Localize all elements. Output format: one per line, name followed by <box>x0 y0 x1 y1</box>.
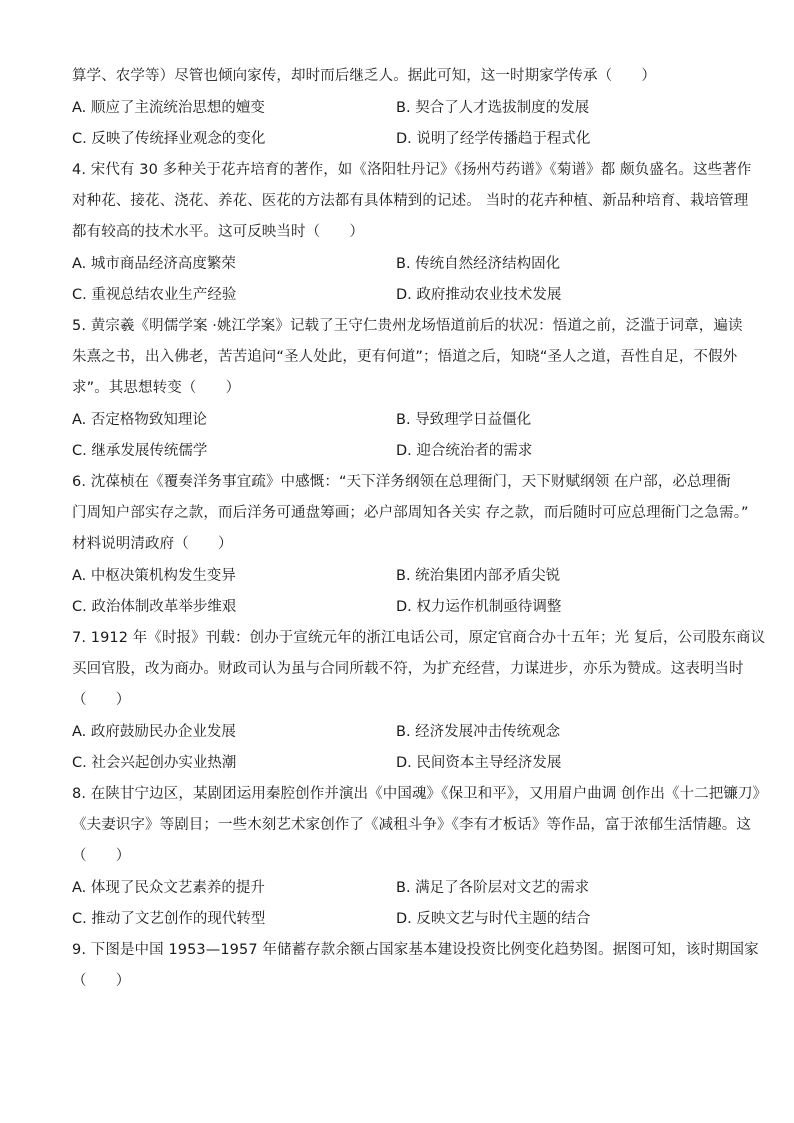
q3-option-c: C. 反映了传统择业观念的变化 <box>72 131 266 147</box>
q4-stem-line-3: 都有较高的技术水平。这可反映当时（ ） <box>72 224 364 240</box>
q4-option-c: C. 重视总结农业生产经验 <box>72 287 237 303</box>
q7-option-c: C. 社会兴起创办实业热潮 <box>72 755 237 771</box>
q8-option-b: B. 满足了各阶层对文艺的需求 <box>396 880 590 896</box>
q8-stem-line-3: （ ） <box>72 848 131 864</box>
q3-option-b: B. 契合了人才选拔制度的发展 <box>396 100 590 116</box>
q4-option-d: D. 政府推动农业技术发展 <box>396 287 562 303</box>
q3-option-a: A. 顺应了主流统治思想的嬗变 <box>72 100 265 116</box>
q6-stem-line-1: 6. 沈葆桢在《覆奏洋务事宜疏》中感慨：“天下洋务纲领在总理衙门，天下财赋纲领 在户部，必总理衙 <box>72 474 731 490</box>
q4-stem-line-2: 对种花、接花、浇花、养花、医花的方法都有具体精到的记述。 当时的花卉种植、新品种培育、栽培管理 <box>72 193 749 209</box>
q4-stem-line-1: 4. 宋代有 30 多种关于花卉培育的著作，如《洛阳牡丹记》《扬州芍药谱》《菊谱》都 颇负盛名。这些著作 <box>72 162 752 178</box>
q7-stem-line-3: （ ） <box>72 692 131 708</box>
q8-option-a: A. 体现了民众文艺素养的提升 <box>72 880 265 896</box>
q5-stem-line-1: 5. 黄宗羲《明儒学案 ·姚江学案》记载了王守仁贵州龙场悟道前后的状况：悟道之前，泛滥于词章，遍读 <box>72 318 743 334</box>
q6-option-a: A. 中枢决策机构发生变异 <box>72 568 236 584</box>
q8-stem-line-1: 8. 在陕甘宁边区，某剧团运用秦腔创作并演出《中国魂》《保卫和平》，又用眉户曲调 创作出《十二把镰刀》 <box>72 786 768 802</box>
q5-option-b: B. 导致理学日益僵化 <box>396 412 532 428</box>
q8-stem-line-2: 《夫妻识字》等剧目；一些木刻艺术家创作了《减租斗争》《李有才板话》等作品，富于浓郁生活情趣。这 <box>72 817 751 833</box>
q5-option-a: A. 否定格物致知理论 <box>72 412 207 428</box>
q8-option-c: C. 推动了文艺创作的现代转型 <box>72 911 266 927</box>
q8-option-d: D. 反映文艺与时代主题的结合 <box>396 911 591 927</box>
q4-option-b: B. 传统自然经济结构固化 <box>396 256 561 272</box>
q6-stem-line-2: 门周知户部实存之款，而后洋务可通盘筹画；必户部周知各关实 存之款，而后随时可应总理衙门之急需。” <box>72 505 749 521</box>
q6-option-d: D. 权力运作机制亟待调整 <box>396 599 562 615</box>
q4-option-a: A. 城市商品经济高度繁荣 <box>72 256 236 272</box>
q7-option-d: D. 民间资本主导经济发展 <box>396 755 562 771</box>
q5-stem-line-3: 求”。其思想转变（ ） <box>72 380 241 396</box>
q3-option-d: D. 说明了经学传播趋于程式化 <box>396 131 591 147</box>
q6-stem-line-3: 材料说明清政府（ ） <box>72 536 233 552</box>
q7-option-b: B. 经济发展冲击传统观念 <box>396 724 561 740</box>
q6-option-c: C. 政治体制改革举步维艰 <box>72 599 237 615</box>
q5-option-d: D. 迎合统治者的需求 <box>396 443 533 459</box>
q9-stem-line-1: 9. 下图是中国 1953—1957 年储蓄存款余额占国家基本建设投资比例变化趋势图。据图可知，该时期国家 <box>72 942 759 958</box>
q6-option-b: B. 统治集团内部矛盾尖锐 <box>396 568 561 584</box>
q5-stem-line-2: 朱熹之书，出入佛老，苦苦追问“圣人处此，更有何道”；悟道之后，知晓“圣人之道，吾性自足，不假外 <box>72 349 738 365</box>
q5-option-c: C. 继承发展传统儒学 <box>72 443 208 459</box>
q3-stem-line: 算学、农学等）尽管也倾向家传，却时而后继乏人。据此可知，这一时期家学传承（ ） <box>72 68 656 84</box>
q7-stem-line-2: 买回官股，改为商办。财政司认为虽与合同所载不符，为扩充经营，力谋进步，亦乐为赞成。这表明当时 <box>72 661 744 677</box>
q7-option-a: A. 政府鼓励民办企业发展 <box>72 724 236 740</box>
q9-stem-line-2: （ ） <box>72 973 131 989</box>
q7-stem-line-1: 7. 1912 年《时报》刊载：创办于宣统元年的浙江电话公司，原定官商合办十五年；光 复后，公司股东商议 <box>72 630 766 646</box>
